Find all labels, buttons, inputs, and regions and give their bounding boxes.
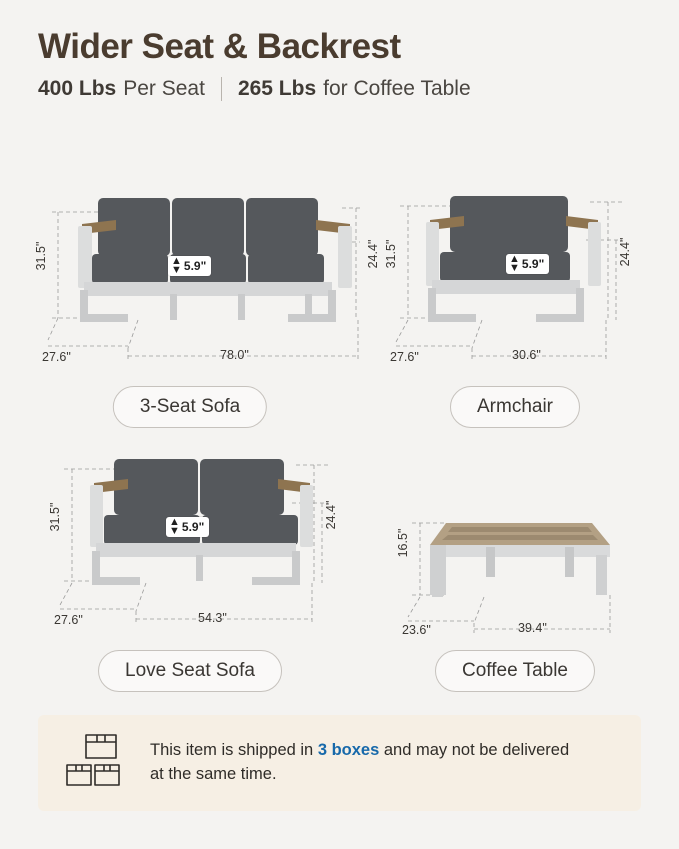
love-seat-cushion-value: 5.9"	[181, 519, 205, 534]
shipping-banner	[38, 715, 641, 811]
seat-capacity-value: 400 Lbs	[38, 76, 117, 100]
product-card-armchair	[360, 170, 670, 440]
shipping-boxes-icon	[64, 732, 130, 794]
sofa-cushion-value: 5.9"	[183, 258, 207, 273]
subtitle-divider	[221, 77, 222, 101]
shipping-box-count: 3 boxes	[317, 741, 380, 760]
header	[0, 0, 679, 101]
label-coffee-table[interactable]: Coffee Table	[435, 650, 595, 692]
sofa-width-dim: 78.0"	[220, 348, 249, 362]
shipping-text-before: This item is shipped in	[150, 741, 318, 760]
table-capacity-value: 265 Lbs	[237, 76, 317, 100]
coffee-table-depth-dim: 23.6"	[402, 623, 431, 637]
label-love-seat-sofa[interactable]: Love Seat Sofa	[98, 650, 282, 692]
love-seat-width-dim: 54.3"	[198, 611, 227, 625]
armchair-height-dim: 31.5"	[384, 239, 398, 269]
shipping-text-after: and may not be delivered at the same time.	[150, 741, 570, 783]
armchair-width-dim: 30.6"	[512, 348, 541, 362]
product-card-3-seat-sofa	[20, 170, 380, 440]
sofa-height-dim: 31.5"	[34, 241, 48, 271]
shipping-banner-text	[150, 739, 580, 787]
capacity-subtitle	[38, 77, 641, 101]
table-capacity-label: for Coffee Table	[323, 76, 471, 100]
coffee-table-height-dim: 16.5"	[396, 528, 410, 558]
page-title: Wider Seat & Backrest	[38, 27, 401, 66]
armchair-depth-dim: 27.6"	[390, 350, 419, 364]
love-seat-height-dim: 31.5"	[48, 502, 62, 532]
love-seat-seat-height-dim: 24.4"	[324, 500, 338, 530]
love-seat-cushion-badge	[166, 517, 209, 537]
armchair-seat-height-dim: 24.4"	[618, 237, 632, 267]
updown-arrow-icon: ▲ ▼	[509, 253, 520, 274]
product-card-love-seat-sofa	[20, 435, 360, 700]
updown-arrow-icon: ▲ ▼	[171, 255, 182, 276]
updown-arrow-icon: ▲ ▼	[169, 516, 180, 537]
love-seat-depth-dim: 27.6"	[54, 613, 83, 627]
label-armchair[interactable]: Armchair	[450, 386, 580, 428]
sofa-seat-height-dim: 24.4"	[366, 239, 380, 269]
armchair-cushion-value: 5.9"	[521, 256, 545, 271]
seat-capacity-label: Per Seat	[123, 76, 205, 100]
sofa-depth-dim: 27.6"	[42, 350, 71, 364]
armchair-cushion-badge	[506, 254, 549, 274]
label-3-seat-sofa[interactable]: 3-Seat Sofa	[113, 386, 267, 428]
coffee-table-width-dim: 39.4"	[518, 621, 547, 635]
sofa-cushion-badge	[168, 256, 211, 276]
product-card-coffee-table	[360, 435, 670, 700]
product-grid	[0, 160, 679, 700]
